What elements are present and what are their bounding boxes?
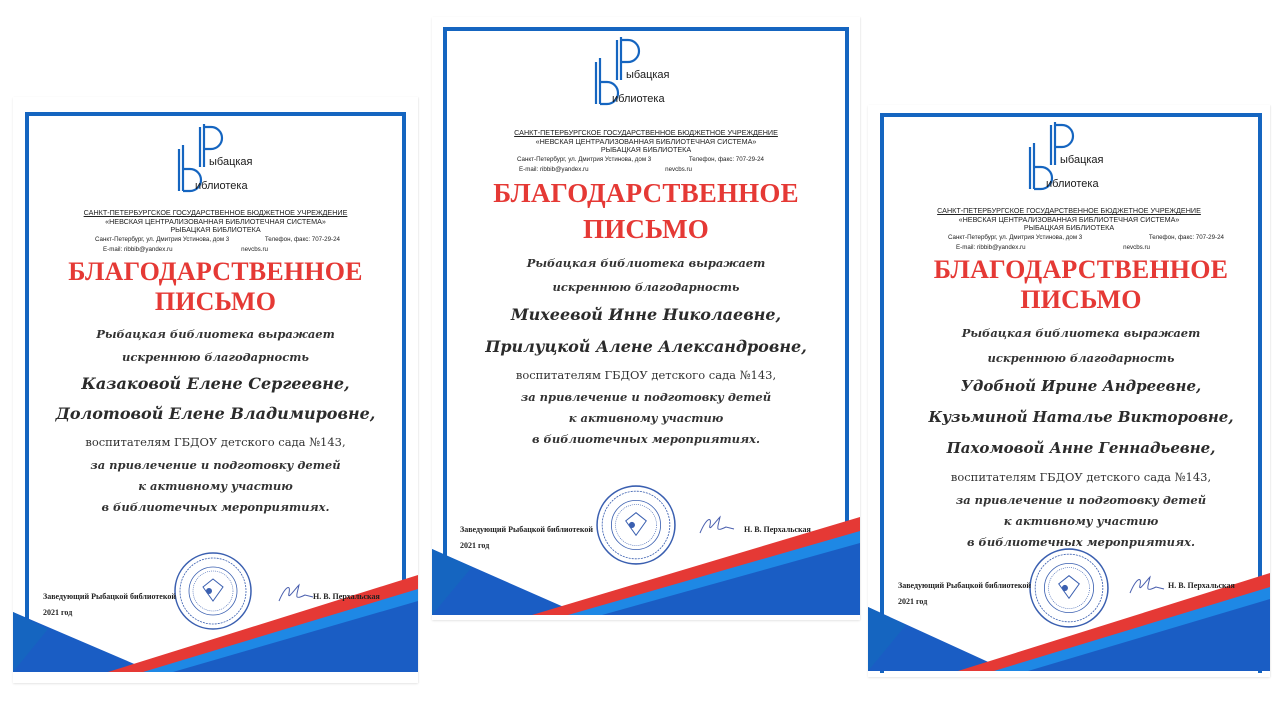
title-line1: БЛАГОДАРСТВЕННОЕ (933, 254, 1229, 284)
org-name-line2: «НЕВСКАЯ ЦЕНТРАЛИЗОВАННАЯ БИБЛИОТЕЧНАЯ СИСТЕМА» (958, 214, 1180, 224)
reason-line3: в библиотечных мероприятиях. (531, 431, 761, 446)
library-logo-icon (165, 119, 285, 199)
signatory-position: Заведующий Рыбацкой библиотекой (898, 581, 1031, 590)
recipients-list (432, 299, 860, 363)
title-line2: ПИСЬМО (583, 213, 709, 244)
signature-icon (696, 511, 736, 541)
reason-text (868, 490, 1270, 553)
org-name-line3: РЫБАЦКАЯ БИБЛИОТЕКА (600, 145, 692, 155)
org-name-line3: РЫБАЦКАЯ БИБЛИОТЕКА (1023, 223, 1115, 233)
address: Санкт-Петербург, ул. Дмитрия Устинова, дом 3 (95, 235, 230, 243)
signatory-name: Н. В. Перхальская (313, 592, 380, 601)
signatory-position: Заведующий Рыбацкой библиотекой (43, 592, 176, 601)
website: nevcbs.ru (241, 245, 268, 253)
svg-text:ыбацкая: ыбацкая (626, 69, 670, 81)
address: Санкт-Петербург, ул. Дмитрия Устинова, дом 3 (517, 155, 652, 163)
reason-line2: к активному участию (1003, 513, 1159, 528)
recipient-name: Удобной Ирине Андреевне, (960, 376, 1202, 395)
intro-line1: Рыбацкая библиотека выражает (526, 255, 766, 270)
stamp-icon (1028, 547, 1110, 629)
year: 2021 год (43, 608, 73, 617)
library-logo (582, 32, 702, 112)
signatory-name: Н. В. Перхальская (1168, 581, 1235, 590)
signature (1126, 571, 1166, 601)
reason-line3: в библиотечных мероприятиях. (101, 499, 330, 514)
phone: Телефон, факс: 707-29-24 (688, 155, 764, 163)
recipient-name: Прилуцкой Алене Александровне, (485, 336, 807, 356)
contact-row-1 (13, 235, 418, 245)
year: 2021 год (898, 597, 928, 606)
library-logo (165, 119, 285, 199)
svg-text:ыбацкая: ыбацкая (209, 156, 253, 168)
org-name-line1: САНКТ-ПЕТЕРБУРГСКОЕ ГОСУДАРСТВЕННОЕ БЮДЖЕТНОЕ УЧРЕЖДЕНИЕ (514, 128, 778, 137)
intro-line2: искреннюю благодарность (552, 279, 740, 294)
library-logo-icon (1016, 117, 1136, 197)
certificate-middle (432, 17, 860, 620)
website: nevcbs.ru (1123, 243, 1150, 251)
certificate-title (432, 175, 860, 247)
recipient-name: Долотовой Елене Владимировне, (55, 403, 376, 423)
intro-text (432, 251, 860, 299)
reason-text (13, 455, 418, 518)
signatory-position: Заведующий Рыбацкой библиотекой (460, 525, 593, 534)
email: E-mail: ribbib@yandex.ru (519, 165, 589, 173)
intro-text (868, 321, 1270, 371)
phone: Телефон, факс: 707-29-24 (264, 235, 340, 243)
email: E-mail: ribbib@yandex.ru (956, 243, 1026, 251)
address: Санкт-Петербург, ул. Дмитрия Устинова, дом 3 (948, 233, 1083, 241)
recipient-role: воспитателям ГБДОУ детского сада №143, (950, 469, 1212, 484)
recipient-name: Кузьминой Наталье Викторовне, (928, 407, 1234, 426)
stamp-icon (595, 484, 677, 566)
phone: Телефон, факс: 707-29-24 (1148, 233, 1224, 241)
email: E-mail: ribbib@yandex.ru (103, 245, 173, 253)
recipient-role: воспитателям ГБДОУ детского сада №143, (85, 434, 346, 449)
signature (275, 579, 315, 609)
organization-header (432, 129, 860, 155)
intro-line1: Рыбацкая библиотека выражает (961, 325, 1201, 340)
library-logo (1016, 117, 1136, 197)
reason-line1: за привлечение и подготовку детей (955, 492, 1207, 507)
recipient-role: воспитателям ГБДОУ детского сада №143, (515, 367, 777, 382)
title-line1: БЛАГОДАРСТВЕННОЕ (68, 256, 363, 286)
recipient-name: Пахомовой Анне Геннадьевне, (946, 438, 1216, 457)
reason-line1: за привлечение и подготовку детей (90, 457, 341, 472)
organization-header (868, 207, 1270, 233)
website: nevcbs.ru (665, 165, 692, 173)
recipients-list (868, 371, 1270, 464)
signature-icon (275, 579, 315, 609)
organization-header (13, 209, 418, 235)
svg-text:иблиотека: иблиотека (1046, 178, 1099, 190)
recipient-name: Казаковой Елене Сергеевне, (81, 373, 350, 393)
org-name-line3: РЫБАЦКАЯ БИБЛИОТЕКА (170, 225, 261, 235)
reason-line2: к активному участию (138, 478, 293, 493)
contact-row-2 (13, 245, 418, 255)
intro-line2: искреннюю благодарность (987, 350, 1175, 365)
title-line2: ПИСЬМО (154, 286, 277, 316)
reason-line1: за привлечение и подготовку детей (520, 389, 772, 404)
title-line1: БЛАГОДАРСТВЕННОЕ (493, 177, 799, 208)
intro-line2: искреннюю благодарность (122, 349, 309, 364)
recipients-list (13, 369, 418, 429)
reason-line3: в библиотечных мероприятиях. (966, 534, 1196, 549)
svg-text:иблиотека: иблиотека (195, 180, 248, 192)
intro-line1: Рыбацкая библиотека выражает (96, 326, 335, 341)
library-logo-icon (582, 32, 702, 112)
certificate-right (868, 105, 1270, 677)
contact-row-1 (432, 155, 860, 165)
signature (696, 511, 736, 541)
org-name-line2: «НЕВСКАЯ ЦЕНТРАЛИЗОВАННАЯ БИБЛИОТЕЧНАЯ СИСТЕМА» (105, 216, 326, 226)
official-stamp (595, 484, 677, 566)
year: 2021 год (460, 541, 490, 550)
stamp-icon (173, 551, 253, 631)
official-stamp (1028, 547, 1110, 629)
org-name-line2: «НЕВСКАЯ ЦЕНТРАЛИЗОВАННАЯ БИБЛИОТЕЧНАЯ СИСТЕМА» (535, 136, 757, 146)
recipient-name: Михеевой Инне Николаевне, (510, 304, 782, 324)
signature-icon (1126, 571, 1166, 601)
contact-row-2 (868, 243, 1270, 253)
intro-text (13, 323, 418, 369)
title-line2: ПИСЬМО (1020, 284, 1142, 314)
org-name-line1: САНКТ-ПЕТЕРБУРГСКОЕ ГОСУДАРСТВЕННОЕ БЮДЖЕТНОЕ УЧРЕЖДЕНИЕ (83, 208, 348, 217)
contact-row-2 (432, 165, 860, 175)
reason-text (432, 387, 860, 450)
signatory-name: Н. В. Перхальская (744, 525, 811, 534)
contact-row-1 (868, 233, 1270, 243)
certificate-left (13, 97, 418, 683)
certificate-title (13, 257, 418, 317)
reason-line2: к активному участию (568, 410, 724, 425)
org-name-line1: САНКТ-ПЕТЕРБУРГСКОЕ ГОСУДАРСТВЕННОЕ БЮДЖЕТНОЕ УЧРЕЖДЕНИЕ (937, 206, 1201, 215)
svg-text:ыбацкая: ыбацкая (1060, 154, 1104, 166)
svg-text:иблиотека: иблиотека (612, 93, 665, 105)
official-stamp (173, 551, 253, 631)
certificate-title (868, 255, 1270, 315)
